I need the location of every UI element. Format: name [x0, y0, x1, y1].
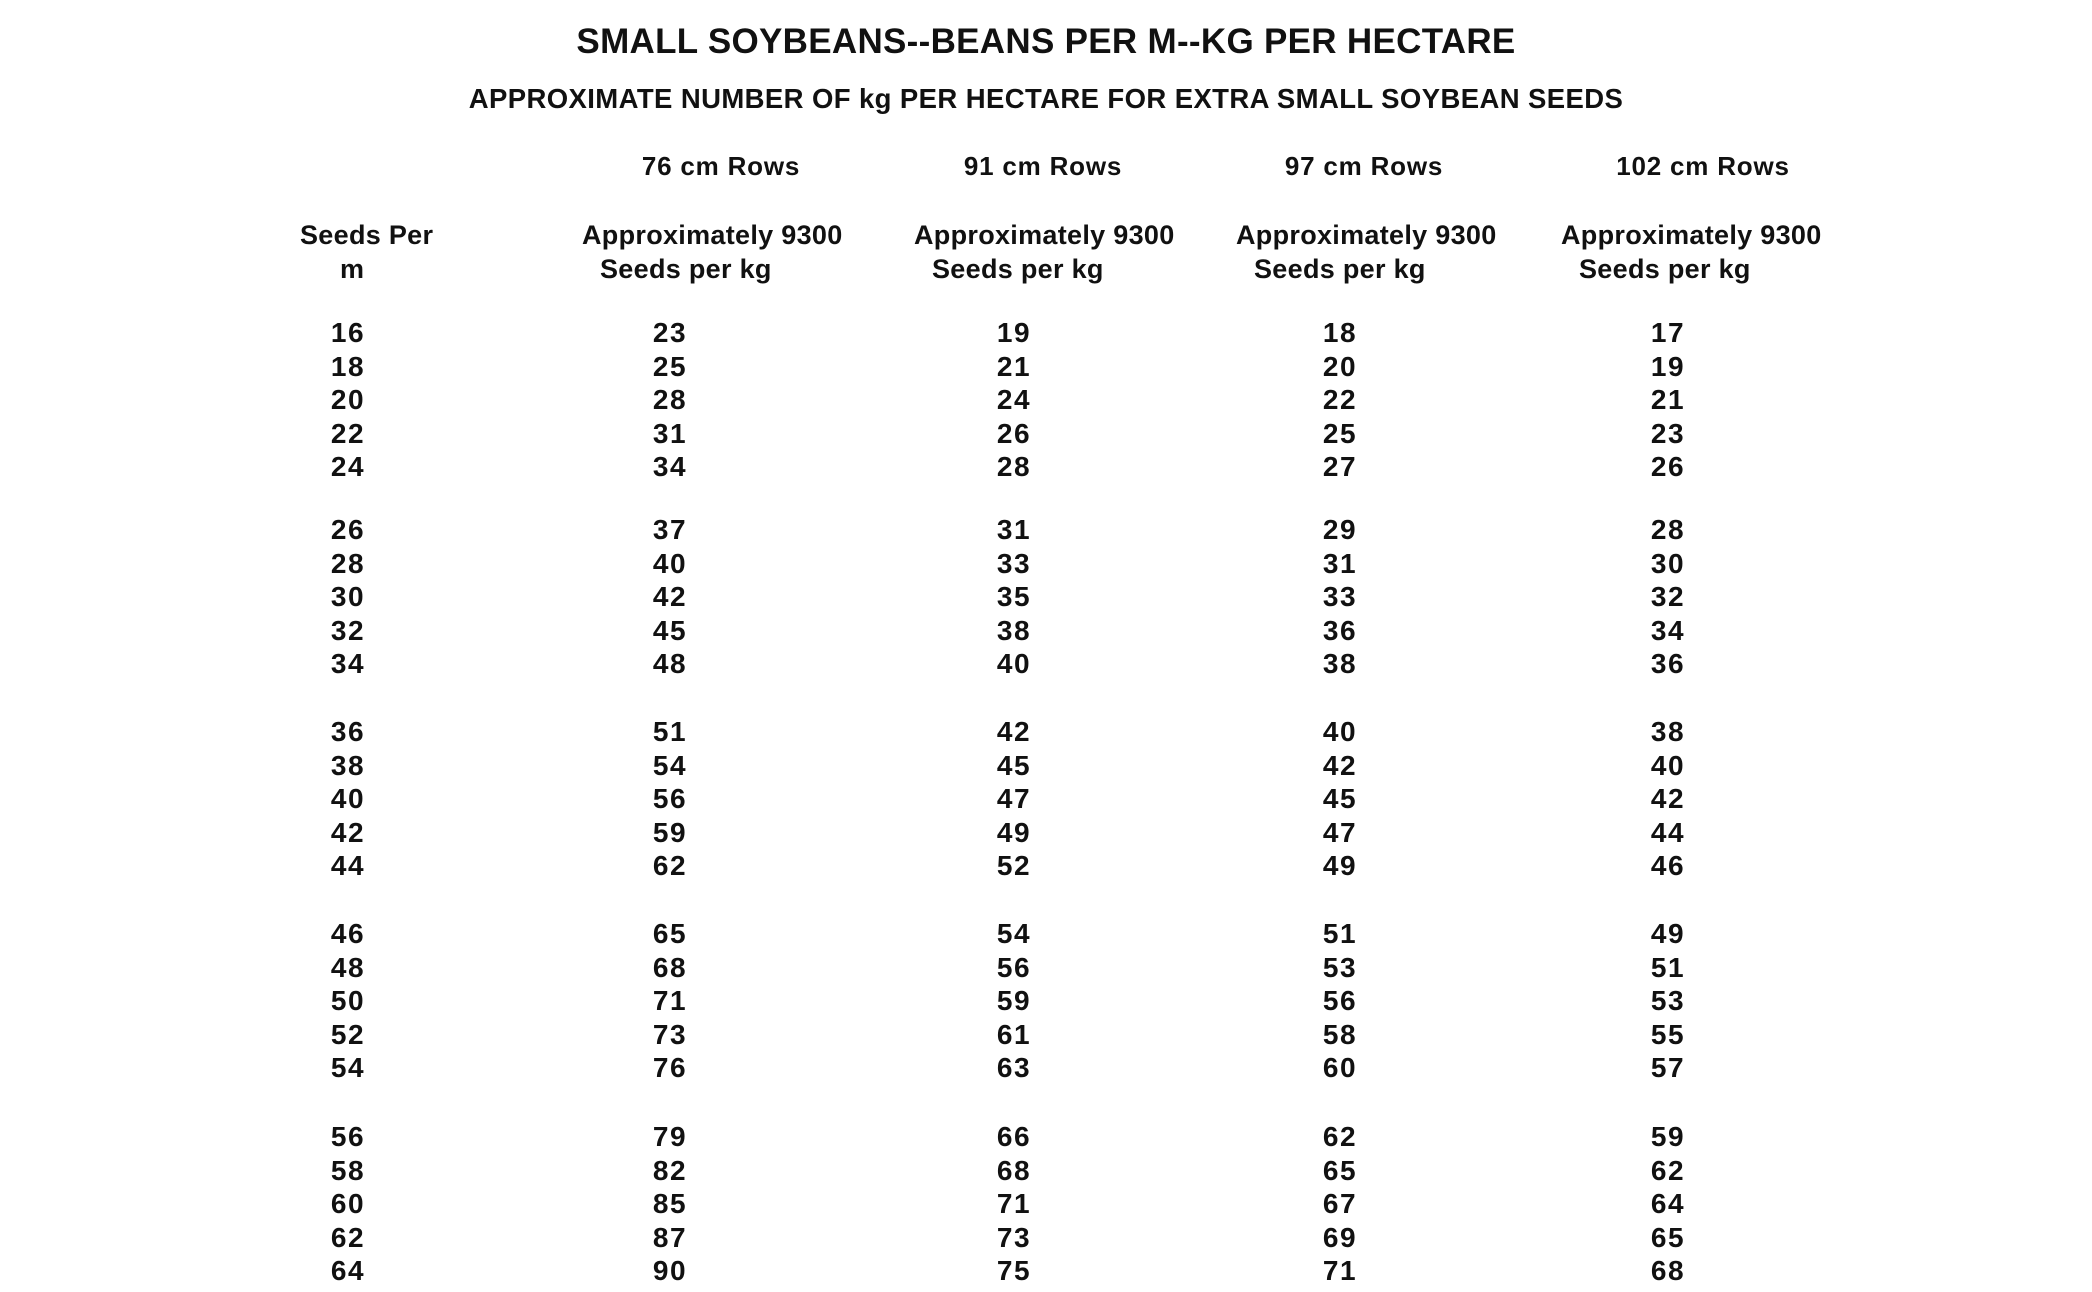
- header-91cm-rows: 91 cm Rows: [963, 151, 1123, 181]
- kg-102cm-cell: 36: [1650, 648, 1686, 679]
- seeds-per-m-cell: 44: [330, 850, 366, 881]
- header-102cm-rows: 102 cm Rows: [1616, 151, 1790, 181]
- table-row: [0, 849, 2092, 883]
- table-row: [0, 1254, 2092, 1288]
- kg-76cm-cell: 87: [652, 1221, 688, 1253]
- kg-97cm-cell: 27: [1322, 451, 1358, 482]
- table-row: [0, 383, 2092, 417]
- kg-76cm-cell: 31: [652, 417, 688, 449]
- table-row: [0, 580, 2092, 614]
- kg-102cm-cell: 62: [1650, 1154, 1686, 1186]
- kg-91cm-cell: 47: [996, 783, 1032, 814]
- table-row: [0, 749, 2092, 783]
- seeds-per-m-cell: 24: [330, 451, 366, 482]
- table-row: [0, 350, 2092, 384]
- seeds-per-m-cell: 58: [330, 1154, 366, 1186]
- kg-91cm-cell: 49: [996, 816, 1032, 848]
- kg-91cm-cell: 40: [996, 648, 1032, 679]
- column-header-line1: Approximately 9300: [1236, 220, 1497, 250]
- table-block: [0, 1120, 2092, 1288]
- kg-76cm-cell: 56: [652, 783, 688, 814]
- kg-76cm-cell: 73: [652, 1018, 688, 1050]
- table-row: [0, 547, 2092, 581]
- kg-97cm-cell: 56: [1322, 985, 1358, 1016]
- table-row: [0, 816, 2092, 850]
- kg-97cm-cell: 67: [1322, 1188, 1358, 1219]
- kg-102cm-cell: 38: [1650, 716, 1686, 747]
- kg-102cm-cell: 21: [1650, 384, 1686, 415]
- kg-76cm-cell: 85: [652, 1188, 688, 1219]
- table-row: [0, 647, 2092, 681]
- kg-91cm-cell: 38: [996, 614, 1032, 646]
- seeds-per-m-cell: 60: [330, 1188, 366, 1219]
- kg-91cm-cell: 26: [996, 417, 1032, 449]
- kg-91cm-cell: 56: [996, 951, 1032, 983]
- column-header-line2: Seeds per kg: [600, 254, 772, 284]
- column-header-line2: Seeds per kg: [1579, 254, 1751, 284]
- table-row: [0, 984, 2092, 1018]
- kg-91cm-cell: 66: [996, 1121, 1032, 1152]
- kg-76cm-cell: 68: [652, 951, 688, 983]
- header-97cm-rows: 97 cm Rows: [1284, 151, 1444, 181]
- seeds-per-m-cell: 64: [330, 1255, 366, 1286]
- seeds-per-m-cell: 38: [330, 749, 366, 781]
- kg-102cm-cell: 55: [1650, 1018, 1686, 1050]
- seeds-per-m-cell: 48: [330, 951, 366, 983]
- kg-102cm-cell: 68: [1650, 1255, 1686, 1286]
- seeds-per-m-cell: 36: [330, 716, 366, 747]
- kg-91cm-cell: 19: [996, 317, 1032, 348]
- seeds-per-m-cell: 30: [330, 581, 366, 612]
- kg-97cm-cell: 29: [1322, 514, 1358, 545]
- seeds-per-m-cell: 50: [330, 985, 366, 1016]
- table-block: [0, 316, 2092, 484]
- kg-91cm-cell: 52: [996, 850, 1032, 881]
- seeds-per-m-cell: 34: [330, 648, 366, 679]
- kg-91cm-cell: 63: [996, 1052, 1032, 1083]
- kg-91cm-cell: 61: [996, 1018, 1032, 1050]
- column-header-line1: Approximately 9300: [1561, 220, 1822, 250]
- kg-91cm-cell: 21: [996, 350, 1032, 382]
- seeds-per-m-cell: 20: [330, 384, 366, 415]
- kg-97cm-cell: 20: [1322, 350, 1358, 382]
- kg-91cm-cell: 73: [996, 1221, 1032, 1253]
- kg-91cm-cell: 68: [996, 1154, 1032, 1186]
- kg-76cm-cell: 40: [652, 547, 688, 579]
- table-row: [0, 614, 2092, 648]
- seeds-per-m-cell: 18: [330, 350, 366, 382]
- kg-102cm-cell: 51: [1650, 951, 1686, 983]
- kg-102cm-cell: 17: [1650, 317, 1686, 348]
- kg-102cm-cell: 40: [1650, 749, 1686, 781]
- table-row: [0, 417, 2092, 451]
- kg-102cm-cell: 19: [1650, 350, 1686, 382]
- seeds-header-line2: m: [340, 254, 365, 284]
- seeds-per-m-cell: 16: [330, 317, 366, 348]
- table-row: [0, 715, 2092, 749]
- kg-102cm-cell: 59: [1650, 1121, 1686, 1152]
- column-header-91cm: [914, 218, 1175, 286]
- kg-102cm-cell: 65: [1650, 1221, 1686, 1253]
- kg-102cm-cell: 49: [1650, 918, 1686, 949]
- kg-76cm-cell: 71: [652, 985, 688, 1016]
- seeds-per-m-cell: 54: [330, 1052, 366, 1083]
- kg-91cm-cell: 24: [996, 384, 1032, 415]
- kg-76cm-cell: 45: [652, 614, 688, 646]
- kg-91cm-cell: 31: [996, 514, 1032, 545]
- kg-91cm-cell: 54: [996, 918, 1032, 949]
- table-row: [0, 1120, 2092, 1154]
- kg-102cm-cell: 44: [1650, 816, 1686, 848]
- kg-76cm-cell: 90: [652, 1255, 688, 1286]
- kg-97cm-cell: 31: [1322, 547, 1358, 579]
- table-block: [0, 917, 2092, 1085]
- kg-97cm-cell: 18: [1322, 317, 1358, 348]
- column-header-102cm: [1561, 218, 1822, 286]
- kg-76cm-cell: 34: [652, 451, 688, 482]
- kg-97cm-cell: 36: [1322, 614, 1358, 646]
- column-header-line1: Approximately 9300: [914, 220, 1175, 250]
- seeds-header-line1: Seeds Per: [300, 220, 434, 250]
- kg-97cm-cell: 47: [1322, 816, 1358, 848]
- kg-97cm-cell: 53: [1322, 951, 1358, 983]
- column-header-76cm: [582, 218, 843, 286]
- kg-97cm-cell: 49: [1322, 850, 1358, 881]
- kg-76cm-cell: 65: [652, 918, 688, 949]
- header-76cm-rows: 76 cm Rows: [641, 151, 801, 181]
- kg-97cm-cell: 65: [1322, 1154, 1358, 1186]
- seeds-per-m-cell: 56: [330, 1121, 366, 1152]
- kg-102cm-cell: 42: [1650, 783, 1686, 814]
- kg-76cm-cell: 37: [652, 514, 688, 545]
- kg-97cm-cell: 62: [1322, 1121, 1358, 1152]
- kg-102cm-cell: 30: [1650, 547, 1686, 579]
- kg-97cm-cell: 58: [1322, 1018, 1358, 1050]
- kg-91cm-cell: 28: [996, 451, 1032, 482]
- seeds-per-m-cell: 46: [330, 918, 366, 949]
- table-row: [0, 782, 2092, 816]
- table-row: [0, 1051, 2092, 1085]
- kg-97cm-cell: 60: [1322, 1052, 1358, 1083]
- kg-102cm-cell: 28: [1650, 514, 1686, 545]
- seeds-per-m-cell: 22: [330, 417, 366, 449]
- table-row: [0, 917, 2092, 951]
- table-block: [0, 513, 2092, 681]
- kg-76cm-cell: 25: [652, 350, 688, 382]
- kg-76cm-cell: 54: [652, 749, 688, 781]
- column-header-line2: Seeds per kg: [1254, 254, 1426, 284]
- table-row: [0, 1018, 2092, 1052]
- kg-76cm-cell: 23: [652, 317, 688, 348]
- kg-97cm-cell: 51: [1322, 918, 1358, 949]
- kg-97cm-cell: 69: [1322, 1221, 1358, 1253]
- kg-97cm-cell: 25: [1322, 417, 1358, 449]
- kg-76cm-cell: 51: [652, 716, 688, 747]
- kg-76cm-cell: 79: [652, 1121, 688, 1152]
- kg-97cm-cell: 38: [1322, 648, 1358, 679]
- kg-76cm-cell: 62: [652, 850, 688, 881]
- kg-97cm-cell: 45: [1322, 783, 1358, 814]
- seeds-per-m-header: [300, 218, 433, 286]
- kg-91cm-cell: 45: [996, 749, 1032, 781]
- seeds-per-m-cell: 40: [330, 783, 366, 814]
- kg-91cm-cell: 75: [996, 1255, 1032, 1286]
- kg-76cm-cell: 59: [652, 816, 688, 848]
- kg-91cm-cell: 59: [996, 985, 1032, 1016]
- kg-102cm-cell: 64: [1650, 1188, 1686, 1219]
- kg-76cm-cell: 48: [652, 648, 688, 679]
- kg-102cm-cell: 32: [1650, 581, 1686, 612]
- kg-91cm-cell: 35: [996, 581, 1032, 612]
- seeds-per-m-cell: 52: [330, 1018, 366, 1050]
- kg-102cm-cell: 57: [1650, 1052, 1686, 1083]
- table-block: [0, 715, 2092, 883]
- seeds-per-m-cell: 42: [330, 816, 366, 848]
- kg-91cm-cell: 33: [996, 547, 1032, 579]
- column-header-line1: Approximately 9300: [582, 220, 843, 250]
- kg-76cm-cell: 28: [652, 384, 688, 415]
- kg-91cm-cell: 42: [996, 716, 1032, 747]
- seeds-per-m-cell: 32: [330, 614, 366, 646]
- seeds-per-m-cell: 26: [330, 514, 366, 545]
- table-row: [0, 316, 2092, 350]
- seeds-per-m-cell: 28: [330, 547, 366, 579]
- kg-97cm-cell: 22: [1322, 384, 1358, 415]
- kg-102cm-cell: 23: [1650, 417, 1686, 449]
- page-subtitle: APPROXIMATE NUMBER OF kg PER HECTARE FOR EXTRA SMALL SOYBEAN SEEDS: [468, 83, 1624, 114]
- kg-91cm-cell: 71: [996, 1188, 1032, 1219]
- table-row: [0, 450, 2092, 484]
- kg-76cm-cell: 82: [652, 1154, 688, 1186]
- kg-97cm-cell: 33: [1322, 581, 1358, 612]
- kg-97cm-cell: 71: [1322, 1255, 1358, 1286]
- kg-76cm-cell: 42: [652, 581, 688, 612]
- kg-97cm-cell: 42: [1322, 749, 1358, 781]
- kg-102cm-cell: 34: [1650, 614, 1686, 646]
- kg-97cm-cell: 40: [1322, 716, 1358, 747]
- table-row: [0, 951, 2092, 985]
- kg-102cm-cell: 53: [1650, 985, 1686, 1016]
- page-title: SMALL SOYBEANS--BEANS PER M--KG PER HECTARE: [576, 22, 1516, 61]
- table-row: [0, 513, 2092, 547]
- kg-102cm-cell: 26: [1650, 451, 1686, 482]
- table-row: [0, 1221, 2092, 1255]
- kg-76cm-cell: 76: [652, 1052, 688, 1083]
- table-row: [0, 1154, 2092, 1188]
- column-header-97cm: [1236, 218, 1497, 286]
- table-row: [0, 1187, 2092, 1221]
- kg-102cm-cell: 46: [1650, 850, 1686, 881]
- seeds-per-m-cell: 62: [330, 1221, 366, 1253]
- column-header-line2: Seeds per kg: [932, 254, 1104, 284]
